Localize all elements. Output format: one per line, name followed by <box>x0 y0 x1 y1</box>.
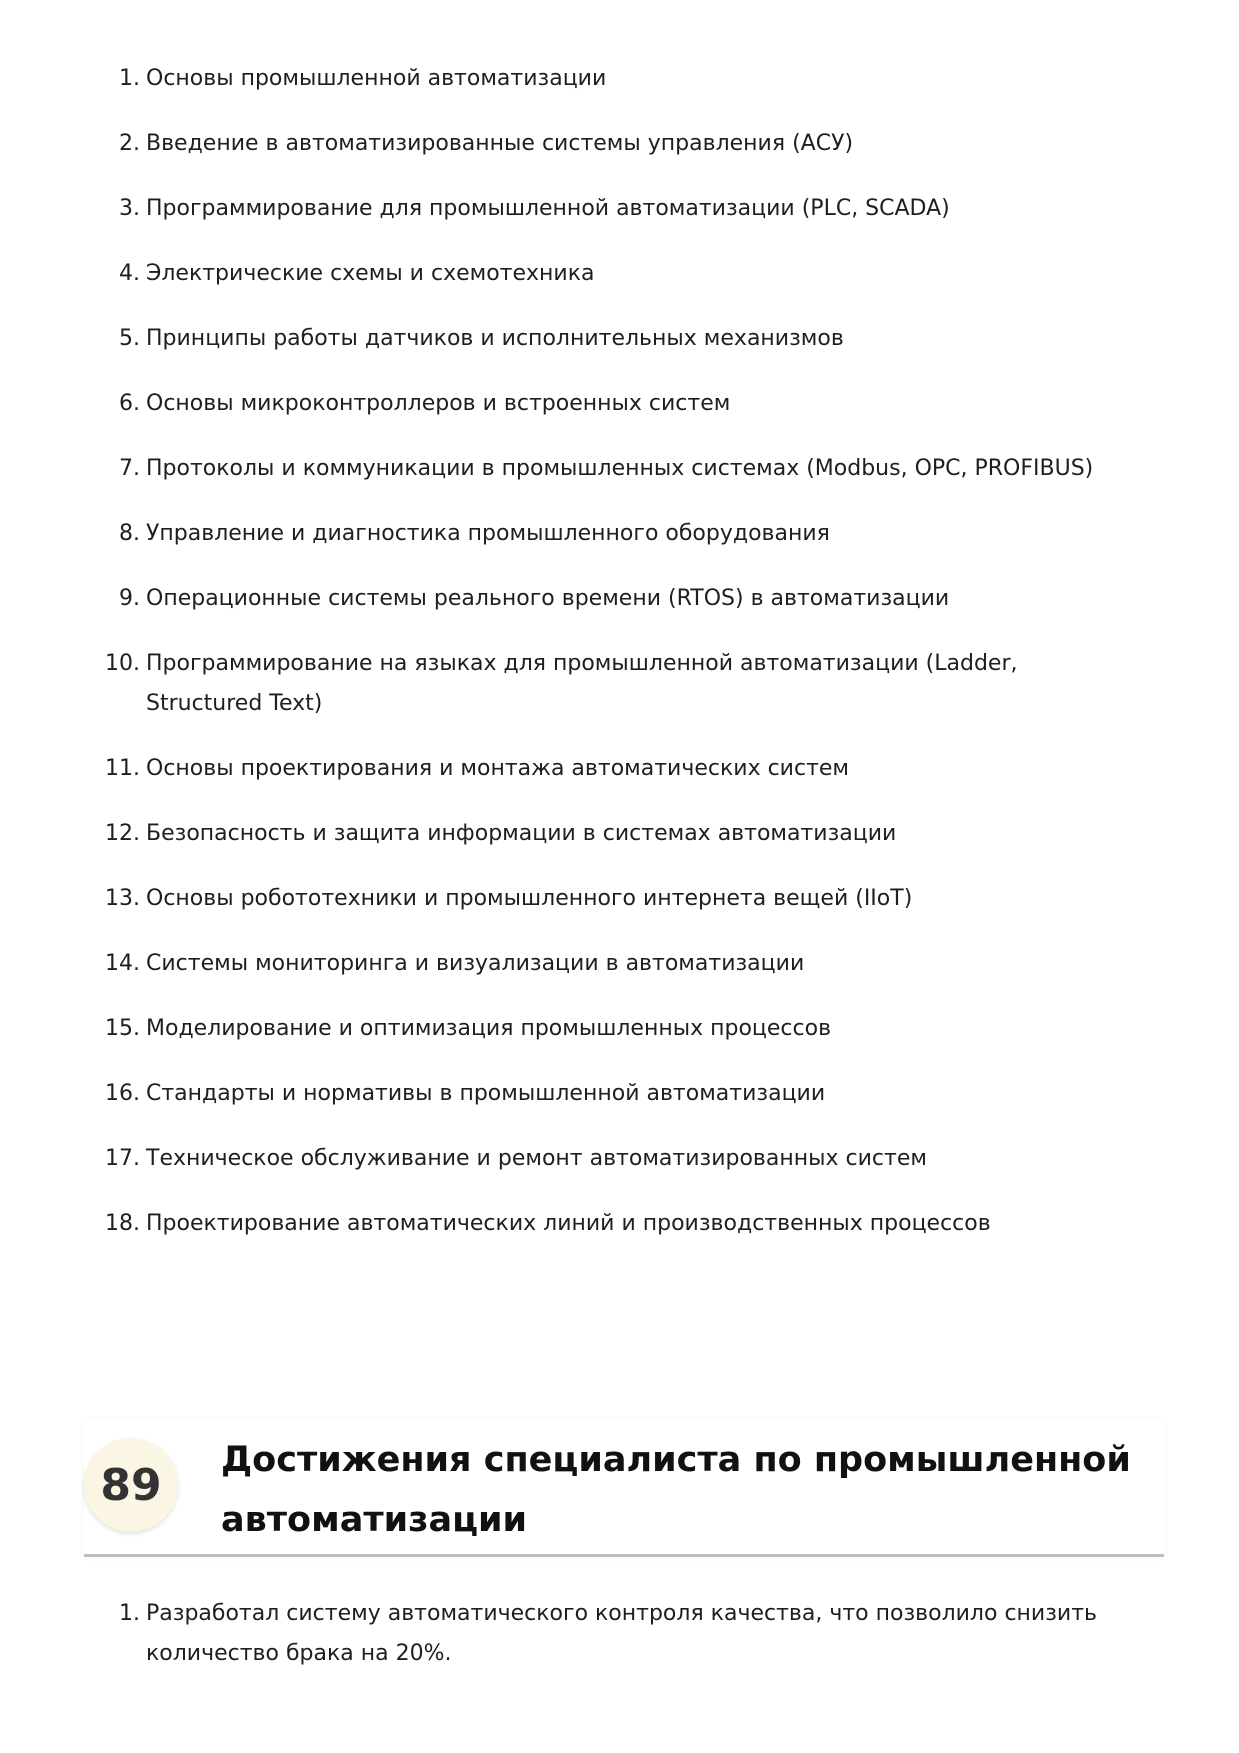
list-item-number: 14. <box>105 951 140 976</box>
list-item-text: Стандарты и нормативы в промышленной автоматизации <box>146 1081 826 1106</box>
list-item <box>0 579 1239 619</box>
list-item-text: Управление и диагностика промышленного оборудования <box>146 521 830 546</box>
list-item-number: 8. <box>119 521 140 546</box>
list-item-number: 9. <box>119 586 140 611</box>
list-item-number: 13. <box>105 886 140 911</box>
section-header <box>84 1420 1164 1557</box>
list-item-text: Разработал систему автоматического контроля качества, что позволило снизить количество брака на 20%. <box>146 1601 1097 1666</box>
section-title: Достижения специалиста по промышленной автоматизации <box>221 1440 1131 1540</box>
list-item-text: Моделирование и оптимизация промышленных процессов <box>146 1016 832 1041</box>
list-item-text: Программирование на языках для промышленной автоматизации (Ladder, Structured Text) <box>146 651 1018 716</box>
list-item-number: 15. <box>105 1016 140 1041</box>
list-item-text: Электрические схемы и схемотехника <box>146 261 595 286</box>
list-item <box>0 644 1239 724</box>
list-item-text: Основы микроконтроллеров и встроенных систем <box>146 391 731 416</box>
list-item-text: Основы промышленной автоматизации <box>146 66 607 91</box>
list-item <box>0 59 1239 99</box>
list-item <box>0 189 1239 229</box>
list-item-number: 4. <box>119 261 140 286</box>
list-item-text: Безопасность и защита информации в системах автоматизации <box>146 821 897 846</box>
list-item-number: 16. <box>105 1081 140 1106</box>
list-item <box>0 814 1239 854</box>
list-item <box>0 514 1239 554</box>
list-item-number: 1. <box>119 1601 140 1626</box>
achievement-list <box>0 1594 1239 1674</box>
list-item-number: 10. <box>105 651 140 676</box>
list-item-number: 17. <box>105 1146 140 1171</box>
list-item-text: Принципы работы датчиков и исполнительных механизмов <box>146 326 844 351</box>
course-list <box>0 59 1239 1269</box>
section-number-badge: 89 <box>84 1438 178 1532</box>
list-item <box>0 449 1239 489</box>
list-item-number: 2. <box>119 131 140 156</box>
list-item <box>0 1594 1239 1674</box>
list-item-text: Проектирование автоматических линий и производственных процессов <box>146 1211 991 1236</box>
list-item <box>0 319 1239 359</box>
list-item-number: 7. <box>119 456 140 481</box>
list-item <box>0 749 1239 789</box>
list-item-number: 18. <box>105 1211 140 1236</box>
list-item-text: Основы проектирования и монтажа автоматических систем <box>146 756 850 781</box>
list-item <box>0 384 1239 424</box>
list-item <box>0 1074 1239 1114</box>
list-item-number: 6. <box>119 391 140 416</box>
list-item-text: Операционные системы реального времени (RTOS) в автоматизации <box>146 586 950 611</box>
list-item-number: 12. <box>105 821 140 846</box>
list-item-number: 5. <box>119 326 140 351</box>
list-item <box>0 1139 1239 1179</box>
list-item-text: Протоколы и коммуникации в промышленных системах (Modbus, OPC, PROFIBUS) <box>146 456 1094 481</box>
list-item <box>0 879 1239 919</box>
list-item-text: Системы мониторинга и визуализации в автоматизации <box>146 951 805 976</box>
list-item-text: Техническое обслуживание и ремонт автоматизированных систем <box>146 1146 927 1171</box>
list-item <box>0 254 1239 294</box>
list-item <box>0 1204 1239 1244</box>
list-item <box>0 944 1239 984</box>
list-item-text: Введение в автоматизированные системы управления (АСУ) <box>146 131 854 156</box>
list-item-number: 11. <box>105 756 140 781</box>
list-item <box>0 124 1239 164</box>
list-item-text: Программирование для промышленной автоматизации (PLC, SCADA) <box>146 196 950 221</box>
list-item-text: Основы робототехники и промышленного интернета вещей (IIoT) <box>146 886 913 911</box>
list-item-number: 3. <box>119 196 140 221</box>
list-item <box>0 1009 1239 1049</box>
list-item-number: 1. <box>119 66 140 91</box>
